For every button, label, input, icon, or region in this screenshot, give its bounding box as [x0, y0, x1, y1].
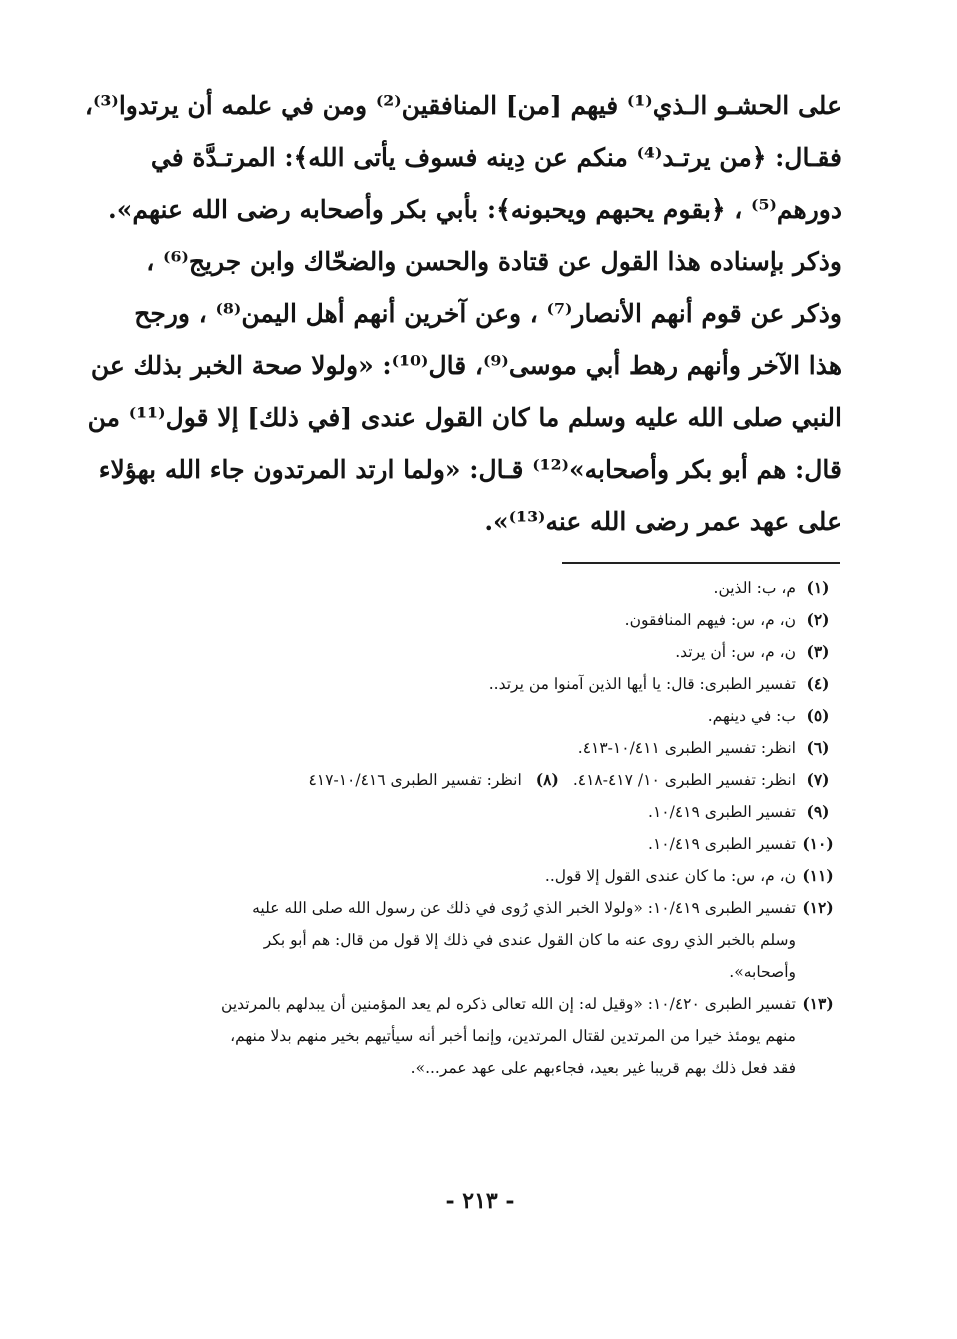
footnotes	[120, 572, 840, 1084]
footnote-text: تفسير الطبرى ١٠/٤٢٠: «وقيل له: إن الله تعالى ذكره لم يعد المؤمنين أن يبدلهم بالمرتدين	[221, 995, 796, 1013]
main-text-line: فقـال: ﴿من يرتـد⁽⁴⁾ منكم عن دِينه فسوف يأتى الله﴾: المرتـدَّة في	[150, 143, 842, 172]
footnote-text-combined	[120, 764, 796, 796]
footnote-text: انظر: تفسير الطبرى ١٠/٤١٦-٤١٧	[308, 771, 522, 789]
page-number: - ٢١٣ -	[445, 1188, 515, 1214]
footnote-number: (٤)	[806, 674, 830, 693]
footnote-text-wrap	[120, 732, 796, 764]
footnote	[120, 796, 840, 828]
footnote	[120, 764, 840, 796]
footnote	[120, 988, 840, 1084]
footnote	[120, 732, 840, 764]
footnote-text: تفسير الطبرى ١٠/٤١٩.	[648, 835, 796, 853]
footnote-text: انظر: تفسير الطبرى ١٠/٤١١-٤١٣.	[577, 739, 796, 757]
footnote-number: (١١)	[802, 866, 834, 885]
footnote-text-wrap	[120, 796, 796, 828]
footnote-separator	[562, 562, 840, 564]
main-text-line: وذكر بإسناده هذا القول عن قتادة والحسن والضحّاك وابن جريج⁽⁶⁾ ،	[146, 247, 842, 276]
footnote-text: ب: في دينهم.	[707, 707, 796, 725]
footnote-text: تفسير الطبرى ١٠/٤١٩: «ولولا الخبر الذي رُوى في ذلك عن رسول الله صلى الله عليه	[252, 899, 796, 917]
main-text-line: على عهد عمر رضى الله عنه⁽¹³⁾».	[484, 507, 842, 536]
main-text-line: وذكر عن قوم أنهم الأنصار⁽⁷⁾ ، وعن آخرين أنهم أهل اليمن⁽⁸⁾ ، ورجح	[134, 299, 842, 328]
footnote-text: انظر: تفسير الطبرى ١٠/ ٤١٧-٤١٨.	[572, 771, 796, 789]
footnote-number-inline: (٨)	[535, 770, 559, 789]
footnote	[120, 892, 840, 988]
footnote-text-wrap	[120, 604, 796, 636]
footnote-text: تفسير الطبرى: قال: يا أيها الذين آمنوا من يرتد..	[488, 675, 796, 693]
footnote-number: (٧)	[806, 770, 830, 789]
main-text-line: دورهم⁽⁵⁾ ، ﴿بقوم يحبهم ويحبونه﴾: بأبي بكر وأصحابه رضى الله عنهم».	[108, 195, 842, 224]
footnote	[120, 828, 840, 860]
main-text-line: على الحشـو الـذي⁽¹⁾ فيهم [من] المنافقين⁽²⁾ ومن في علمه أن يرتدوا⁽³⁾،	[84, 91, 842, 120]
footnote-text-wrap	[120, 860, 796, 892]
footnote-number: (١)	[806, 578, 830, 597]
footnote-text: ن، م، س: أن يرتد.	[675, 643, 796, 661]
footnote	[120, 636, 840, 668]
footnote-text-wrap	[120, 764, 796, 796]
footnote	[120, 572, 840, 604]
footnote-text-wrap	[120, 988, 796, 1084]
main-text	[84, 80, 842, 548]
footnote-text-wrap	[120, 668, 796, 700]
footnote-text-wrap	[120, 828, 796, 860]
main-text-line: النبي صلى الله عليه وسلم ما كان القول عندى [في ذلك] إلا قول⁽¹¹⁾ من	[87, 403, 842, 432]
footnote-text: ن، م، س: ما كان عندى القول إلا قول..	[544, 867, 796, 885]
footnote-text: فقد فعل ذلك بهم قريبا غير بعيد، فجاءبهم على عهد عمر...».	[410, 1059, 796, 1077]
footnote	[120, 700, 840, 732]
footnote-number: (٩)	[806, 802, 830, 821]
footnote-number: (٦)	[806, 738, 830, 757]
footnote-number: (٢)	[806, 610, 830, 629]
footnote-text: وأصحابه».	[729, 963, 796, 981]
footnote-text-wrap	[120, 636, 796, 668]
footnote-text: وسلم بالخبر الذي روى عنه ما كان القول عندى في ذلك إلا قول من قال: هم أبو بكر	[263, 931, 796, 949]
footnote-text: تفسير الطبرى ١٠/٤١٩.	[648, 803, 796, 821]
footnote-text-wrap	[120, 572, 796, 604]
footnote-number: (١٠)	[802, 834, 834, 853]
footnote-text-wrap	[120, 700, 796, 732]
footnote	[120, 668, 840, 700]
footnote-number: (٥)	[806, 706, 830, 725]
main-text-line: هذا الآخر وأنهم رهط أبي موسى⁽⁹⁾، قال⁽¹⁰⁾: «ولولا صحة الخبر بذلك عن	[90, 351, 842, 380]
footnote	[120, 604, 840, 636]
footnote-text: م، ب: الذين.	[713, 579, 796, 597]
footnote-text: ن، م، س: فيهم المنافقون.	[624, 611, 796, 629]
footnote-text: منهم يومئذ خيرا من المرتدين لقتال المرتدين، وإنما أخبر أنه سيأتيهم بخير منهم بدلا منهم،	[230, 1027, 796, 1045]
footnote-number: (١٣)	[802, 994, 834, 1013]
footnote-number: (١٢)	[802, 898, 834, 917]
footnote	[120, 860, 840, 892]
main-text-line: قال: هم أبو بكر وأصحابه»⁽¹²⁾ قـال: «ولما ارتد المرتدون جاء الله بهؤلاء	[98, 455, 842, 484]
footnote-number: (٣)	[806, 642, 830, 661]
footnote-text-wrap	[120, 892, 796, 988]
